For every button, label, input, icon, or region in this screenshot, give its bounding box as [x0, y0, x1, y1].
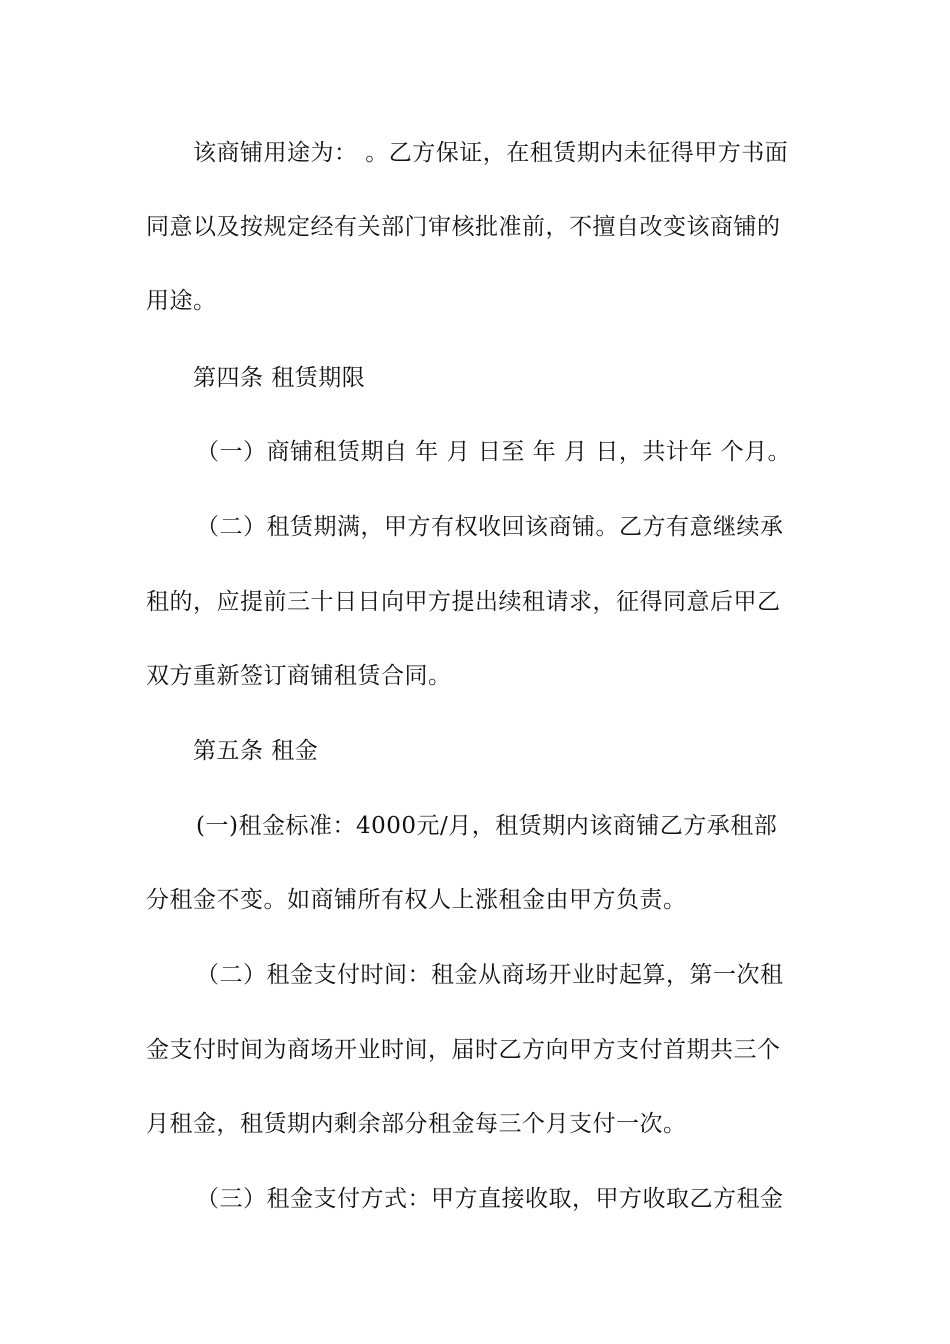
- paragraph-line: 双方重新签订商铺租赁合同。: [146, 663, 452, 689]
- paragraph-line: 月租金，租赁期内剩余部分租金每三个月支付一次。: [146, 1111, 687, 1137]
- paragraph-line-rent-1: (一)租金标准：4000元/月，租赁期内该商铺乙方承租部: [196, 813, 778, 839]
- paragraph-line-rent-3: （三）租金支付方式：甲方直接收取，甲方收取乙方租金: [196, 1186, 784, 1212]
- paragraph-line: 同意以及按规定经有关部门审核批准前，不擅自改变该商铺的: [146, 214, 781, 240]
- section-heading-article-4: 第四条 租赁期限: [193, 365, 366, 391]
- paragraph-line-term-2: （二）租赁期满，甲方有权收回该商铺。乙方有意继续承: [196, 514, 784, 540]
- paragraph-line-term-1: （一）商铺租赁期自 年 月 日至 年 月 日，共计年 个月。: [196, 439, 792, 465]
- paragraph-line-usage: 该商铺用途为： 。乙方保证，在租赁期内未征得甲方书面: [193, 140, 789, 166]
- paragraph-line: 租的，应提前三十日日向甲方提出续租请求，征得同意后甲乙: [146, 589, 781, 615]
- paragraph-line-rent-2: （二）租金支付时间：租金从商场开业时起算，第一次租: [196, 962, 784, 988]
- paragraph-line: 金支付时间为商场开业时间，届时乙方向甲方支付首期共三个: [146, 1037, 781, 1063]
- section-heading-article-5: 第五条 租金: [193, 738, 319, 764]
- paragraph-line: 用途。: [146, 288, 217, 314]
- paragraph-line: 分租金不变。如商铺所有权人上涨租金由甲方负责。: [146, 887, 687, 913]
